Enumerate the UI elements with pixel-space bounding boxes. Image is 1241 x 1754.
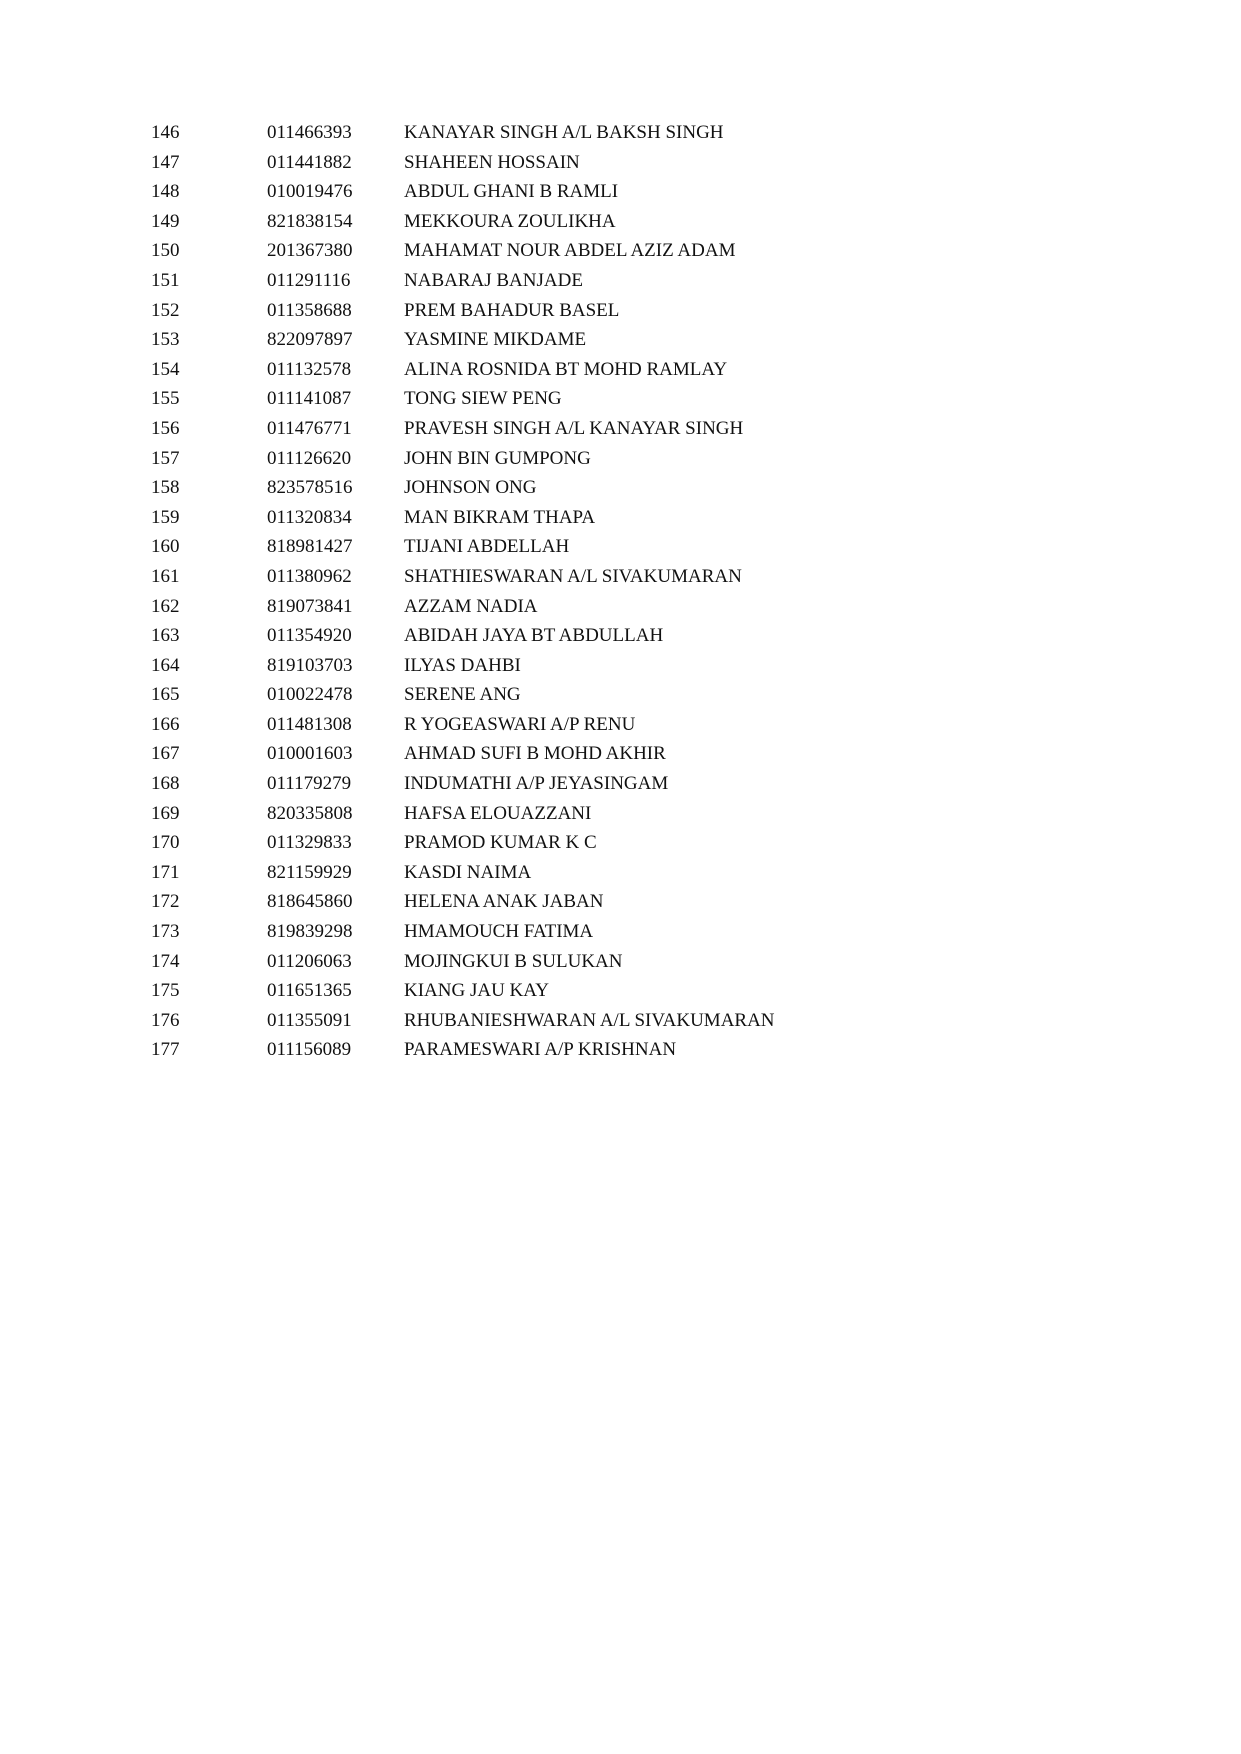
- record-list: [151, 118, 1051, 1065]
- record-name: KANAYAR SINGH A/L BAKSH SINGH: [404, 122, 724, 143]
- list-item: [151, 266, 1051, 296]
- record-name: MAHAMAT NOUR ABDEL AZIZ ADAM: [404, 240, 736, 262]
- list-item: [151, 1035, 1051, 1065]
- record-name: HAFSA ELOUAZZANI: [404, 802, 592, 824]
- list-item: [151, 532, 1051, 562]
- list-item: [151, 1006, 1051, 1036]
- list-item: [151, 769, 1051, 799]
- record-id: 011179279: [267, 773, 352, 795]
- record-id: 011380962: [267, 565, 352, 587]
- record-name: MOJINGKUI B SULUKAN: [404, 950, 623, 972]
- list-item: [151, 858, 1051, 888]
- record-number: 159: [151, 506, 180, 528]
- record-number: 170: [151, 832, 180, 854]
- record-id: 201367380: [267, 240, 353, 262]
- list-item: [151, 414, 1051, 444]
- record-id: 821838154: [267, 210, 353, 232]
- record-id: 823578516: [267, 477, 353, 499]
- record-name: YASMINE MIKDAME: [404, 329, 587, 351]
- record-number: 165: [151, 684, 180, 706]
- record-number: 163: [151, 625, 180, 647]
- list-item: [151, 651, 1051, 681]
- record-name: ABIDAH JAYA BT ABDULLAH: [404, 625, 664, 647]
- record-number: 167: [151, 743, 180, 765]
- record-number: 162: [151, 595, 180, 617]
- list-item: [151, 710, 1051, 740]
- record-id: 819103703: [267, 654, 353, 676]
- record-id: 819839298: [267, 921, 353, 943]
- record-name: TIJANI ABDELLAH: [404, 536, 570, 558]
- list-item: [151, 118, 1051, 148]
- list-item: [151, 947, 1051, 977]
- record-number: 173: [151, 921, 180, 943]
- list-item: [151, 177, 1051, 207]
- record-number: 156: [151, 417, 180, 439]
- record-name: TONG SIEW PENG: [404, 388, 562, 410]
- list-item: [151, 562, 1051, 592]
- record-number: 176: [151, 1009, 180, 1031]
- record-name: JOHNSON ONG: [404, 477, 537, 499]
- record-id: 011476771: [267, 417, 352, 439]
- record-name: JOHN BIN GUMPONG: [404, 447, 591, 469]
- list-item: [151, 325, 1051, 355]
- record-id: 011481308: [267, 713, 352, 735]
- record-name: PREM BAHADUR BASEL: [404, 299, 620, 321]
- record-id: 011320834: [267, 506, 352, 528]
- list-item: [151, 680, 1051, 710]
- record-id: 011466393: [267, 122, 352, 143]
- record-name: ALINA ROSNIDA BT MOHD RAMLAY: [404, 358, 728, 380]
- record-name: PRAMOD KUMAR K C: [404, 832, 597, 854]
- record-id: 011329833: [267, 832, 352, 854]
- record-name: RHUBANIESHWARAN A/L SIVAKUMARAN: [404, 1009, 775, 1031]
- record-id: 822097897: [267, 329, 353, 351]
- record-name: MEKKOURA ZOULIKHA: [404, 210, 616, 232]
- record-name: SERENE ANG: [404, 684, 521, 706]
- list-item: [151, 976, 1051, 1006]
- list-item: [151, 473, 1051, 503]
- record-number: 177: [151, 1039, 180, 1061]
- record-id: 818645860: [267, 891, 353, 913]
- record-id: 011206063: [267, 950, 352, 972]
- list-item: [151, 148, 1051, 178]
- record-number: 171: [151, 861, 180, 883]
- list-item: [151, 828, 1051, 858]
- record-number: 161: [151, 565, 180, 587]
- record-number: 151: [151, 269, 180, 291]
- record-id: 011355091: [267, 1009, 352, 1031]
- record-number: 147: [151, 151, 180, 173]
- record-id: 011126620: [267, 447, 352, 469]
- list-item: [151, 236, 1051, 266]
- record-number: 158: [151, 477, 180, 499]
- list-item: [151, 621, 1051, 651]
- record-number: 149: [151, 210, 180, 232]
- record-id: 011141087: [267, 388, 352, 410]
- list-item: [151, 296, 1051, 326]
- record-number: 166: [151, 713, 180, 735]
- list-item: [151, 355, 1051, 385]
- record-name: SHAHEEN HOSSAIN: [404, 151, 580, 173]
- record-id: 011358688: [267, 299, 352, 321]
- list-item: [151, 592, 1051, 622]
- list-item: [151, 739, 1051, 769]
- record-number: 174: [151, 950, 180, 972]
- record-name: PRAVESH SINGH A/L KANAYAR SINGH: [404, 417, 744, 439]
- record-name: KIANG JAU KAY: [404, 980, 549, 1002]
- record-number: 169: [151, 802, 180, 824]
- record-name: ABDUL GHANI B RAMLI: [404, 181, 619, 203]
- record-id: 819073841: [267, 595, 353, 617]
- record-id: 818981427: [267, 536, 353, 558]
- record-id: 011156089: [267, 1039, 352, 1061]
- record-name: R YOGEASWARI A/P RENU: [404, 713, 636, 735]
- record-number: 168: [151, 773, 180, 795]
- record-name: AHMAD SUFI B MOHD AKHIR: [404, 743, 666, 765]
- record-number: 160: [151, 536, 180, 558]
- record-number: 152: [151, 299, 180, 321]
- record-id: 010019476: [267, 181, 353, 203]
- record-id: 011441882: [267, 151, 352, 173]
- record-number: 154: [151, 358, 180, 380]
- list-item: [151, 503, 1051, 533]
- list-item: [151, 887, 1051, 917]
- record-number: 155: [151, 388, 180, 410]
- record-number: 172: [151, 891, 180, 913]
- record-name: PARAMESWARI A/P KRISHNAN: [404, 1039, 677, 1061]
- list-item: [151, 207, 1051, 237]
- record-id: 820335808: [267, 802, 353, 824]
- record-number: 146: [151, 122, 180, 143]
- record-name: MAN BIKRAM THAPA: [404, 506, 596, 528]
- record-name: HELENA ANAK JABAN: [404, 891, 604, 913]
- record-id: 010022478: [267, 684, 353, 706]
- record-id: 011132578: [267, 358, 352, 380]
- record-number: 148: [151, 181, 180, 203]
- record-id: 821159929: [267, 861, 352, 883]
- record-name: HMAMOUCH FATIMA: [404, 921, 594, 943]
- record-number: 153: [151, 329, 180, 351]
- record-name: NABARAJ BANJADE: [404, 269, 583, 291]
- record-id: 011354920: [267, 625, 352, 647]
- list-item: [151, 917, 1051, 947]
- list-item: [151, 444, 1051, 474]
- record-number: 150: [151, 240, 180, 262]
- record-name: AZZAM NADIA: [404, 595, 538, 617]
- record-name: INDUMATHI A/P JEYASINGAM: [404, 773, 669, 795]
- record-name: KASDI NAIMA: [404, 861, 532, 883]
- record-number: 164: [151, 654, 180, 676]
- list-item: [151, 384, 1051, 414]
- record-id: 011291116: [267, 269, 351, 291]
- list-item: [151, 799, 1051, 829]
- record-id: 011651365: [267, 980, 352, 1002]
- record-name: ILYAS DAHBI: [404, 654, 521, 676]
- record-id: 010001603: [267, 743, 353, 765]
- record-number: 157: [151, 447, 180, 469]
- record-name: SHATHIESWARAN A/L SIVAKUMARAN: [404, 565, 742, 587]
- record-number: 175: [151, 980, 180, 1002]
